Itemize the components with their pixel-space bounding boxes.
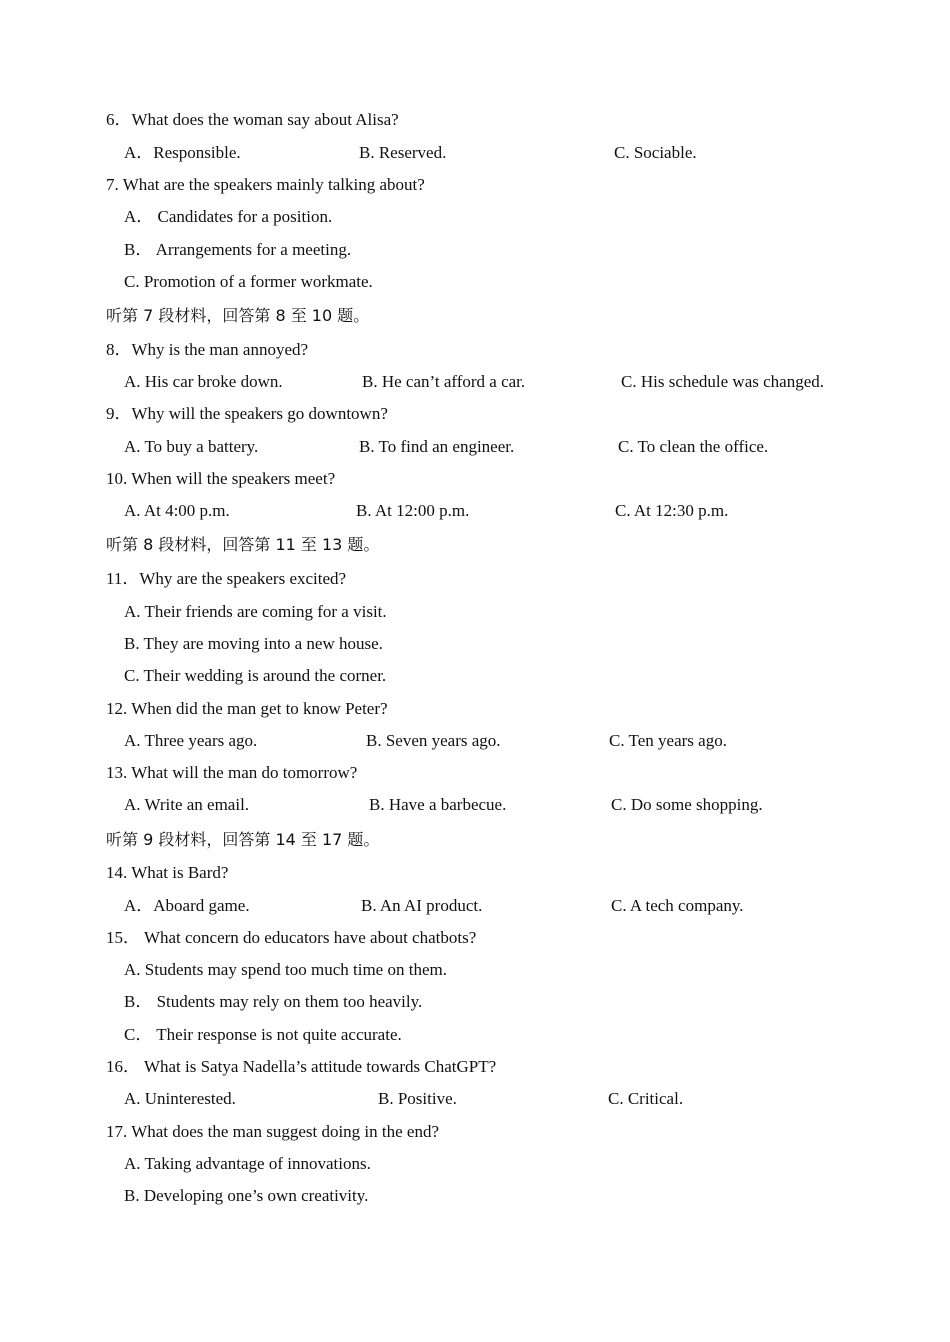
question-text: 13. What will the man do tomorrow?	[106, 763, 358, 782]
option-c: C. Their wedding is around the corner.	[124, 666, 387, 685]
question-text: 11．Why are the speakers excited?	[106, 569, 347, 588]
question-text: 7. What are the speakers mainly talking about?	[106, 175, 425, 194]
option-b: B. They are moving into a new house.	[124, 634, 383, 653]
question-text: 14. What is Bard?	[106, 863, 229, 882]
option-b: B． Arrangements for a meeting.	[124, 240, 352, 259]
option-a: A. At 4:00 p.m.	[124, 501, 230, 520]
question-text: 8．Why is the man annoyed?	[106, 340, 309, 359]
option-a: A. To buy a battery.	[124, 437, 259, 456]
option-a: A．Responsible.	[124, 143, 241, 162]
option-b: B. At 12:00 p.m.	[356, 501, 470, 520]
option-a: A. Taking advantage of innovations.	[124, 1154, 371, 1173]
question-text: 17. What does the man suggest doing in the end?	[106, 1122, 440, 1141]
option-a: A. Their friends are coming for a visit.	[124, 602, 387, 621]
option-a: A．Aboard game.	[124, 896, 250, 915]
option-c: C. His schedule was changed.	[621, 372, 825, 391]
question-text: 12. When did the man get to know Peter?	[106, 699, 388, 718]
option-c: C. Ten years ago.	[609, 731, 727, 750]
question-text: 6．What does the woman say about Alisa?	[106, 110, 399, 129]
question-text: 9．Why will the speakers go downtown?	[106, 404, 388, 423]
question-text: 15． What concern do educators have about chatbots?	[106, 928, 477, 947]
option-c: C. Sociable.	[614, 143, 697, 162]
option-b: B. An AI product.	[361, 896, 483, 915]
option-b: B. Seven years ago.	[366, 731, 501, 750]
option-a: A. Three years ago.	[124, 731, 258, 750]
option-b: B. Reserved.	[359, 143, 447, 162]
section-heading-7: 听第 7 段材料，回答第 8 至 10 题。	[106, 306, 370, 325]
option-a: A. Write an email.	[124, 795, 250, 814]
option-c: C. Critical.	[608, 1089, 684, 1108]
option-c: C. To clean the office.	[618, 437, 769, 456]
option-b: B. Positive.	[378, 1089, 457, 1108]
option-b: B． Students may rely on them too heavily.	[124, 992, 423, 1011]
option-c: C. Promotion of a former workmate.	[124, 272, 373, 291]
option-a: A． Candidates for a position.	[124, 207, 333, 226]
option-c: C. At 12:30 p.m.	[615, 501, 729, 520]
section-heading-9: 听第 9 段材料，回答第 14 至 17 题。	[106, 830, 380, 849]
option-a: A. Students may spend too much time on them.	[124, 960, 447, 979]
option-c: C. Do some shopping.	[611, 795, 763, 814]
section-heading-8: 听第 8 段材料，回答第 11 至 13 题。	[106, 535, 380, 554]
option-b: B. To find an engineer.	[359, 437, 515, 456]
option-b: B. Developing one’s own creativity.	[124, 1186, 369, 1205]
option-c: C． Their response is not quite accurate.	[124, 1025, 402, 1044]
option-b: B. He can’t afford a car.	[362, 372, 526, 391]
option-b: B. Have a barbecue.	[369, 795, 507, 814]
question-text: 16． What is Satya Nadella’s attitude towards ChatGPT?	[106, 1057, 497, 1076]
question-text: 10. When will the speakers meet?	[106, 469, 336, 488]
option-a: A. His car broke down.	[124, 372, 283, 391]
option-c: C. A tech company.	[611, 896, 744, 915]
option-a: A. Uninterested.	[124, 1089, 236, 1108]
